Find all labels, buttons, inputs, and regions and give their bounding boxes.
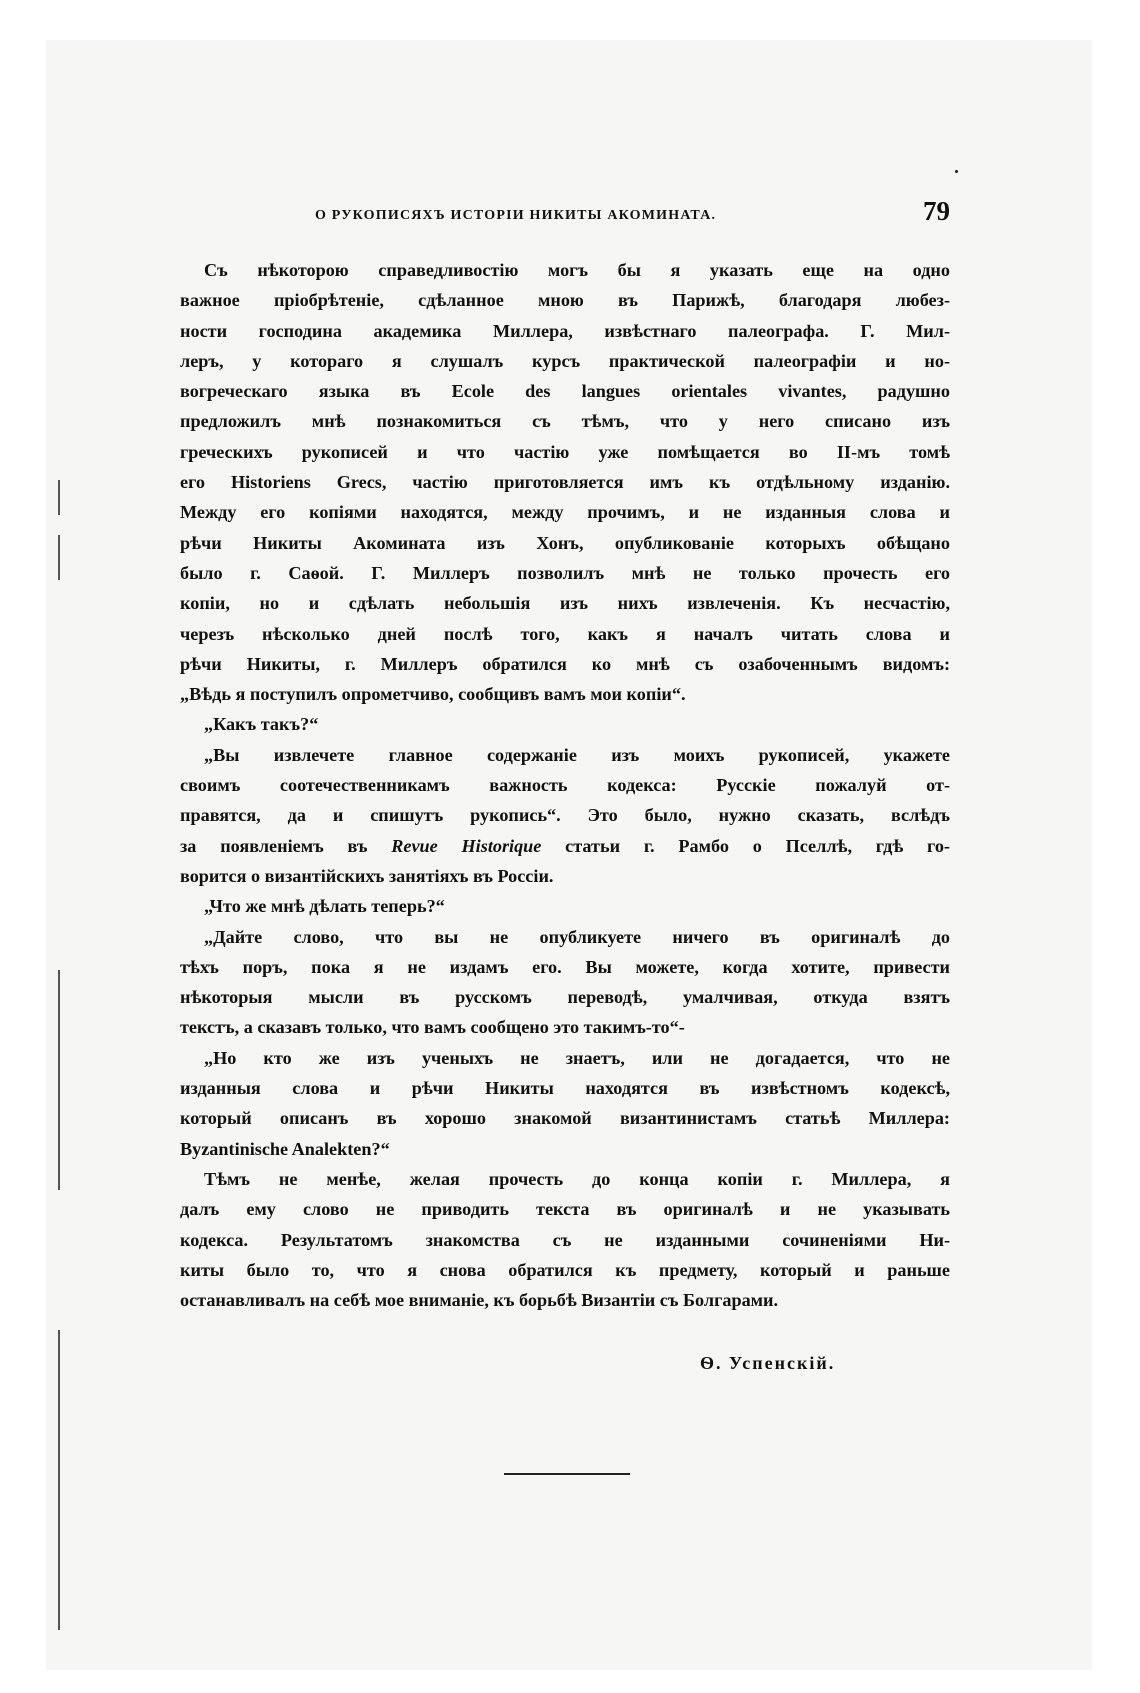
text-line: важное пріобрѣтеніе, сдѣланное мною въ Парижѣ, благодаря любез- xyxy=(180,290,950,311)
text-line: было г. Саѳой. Г. Миллеръ позволилъ мнѣ не только прочесть его xyxy=(180,562,950,583)
text-line: копіи, но и сдѣлать небольшія изъ нихъ извлеченія. Къ несчастію, xyxy=(180,593,950,614)
journal-title: Revue Historique xyxy=(391,835,542,856)
ink-dot xyxy=(955,170,958,173)
text-line: предложилъ мнѣ познакомиться съ тѣмъ, что у него списано изъ xyxy=(180,411,950,432)
text-line: ности господина академика Миллера, извѣстнаго палеографа. Г. Мил- xyxy=(180,320,950,341)
end-rule xyxy=(504,1473,630,1475)
page-edge-mark xyxy=(58,970,60,1190)
text-line: изданныя слова и рѣчи Никиты находятся въ извѣстномъ кодексѣ, xyxy=(180,1078,950,1099)
page-edge-mark xyxy=(58,1330,60,1630)
text-line: его Historiens Grecs, частію приготовляется имъ къ отдѣльному изданію. xyxy=(180,472,950,493)
text-line: „Что же мнѣ дѣлать теперь?“ xyxy=(204,896,445,917)
text-line: „Дайте слово, что вы не опубликуете ничего въ оригиналѣ до xyxy=(204,926,950,947)
text-fragment: статьи г. Рамбо о Пселлѣ, гдѣ го- xyxy=(565,835,950,856)
text-line: киты было то, что я снова обратился къ предмету, который и раньше xyxy=(180,1259,950,1280)
text-line: „Какъ такъ?“ xyxy=(204,714,319,735)
text-line: Съ нѣкоторою справедливостію могъ бы я указать еще на одно xyxy=(204,260,950,280)
running-title: О РУКОПИСЯХЪ ИСТОРІИ НИКИТЫ АКОМИНАТА. xyxy=(315,208,717,223)
text-line: Byzantinische Analekten?“ xyxy=(180,1138,390,1159)
author-signature: Ѳ. Успенскій. xyxy=(700,1353,836,1373)
text-line: леръ, у котораго я слушалъ курсъ практической палеографіи и но- xyxy=(180,350,950,371)
text-line: греческихъ рукописей и что частію уже помѣщается во II-мъ томѣ xyxy=(180,441,950,462)
text-line: далъ ему слово не приводить текста въ оригиналѣ и не указывать xyxy=(180,1199,950,1220)
text-line: черезъ нѣсколько дней послѣ того, какъ я началъ читать слова и xyxy=(180,623,950,644)
text-line: нѣкоторыя мысли въ русскомъ переводѣ, умалчивая, откуда взятъ xyxy=(180,987,950,1008)
text-line: текстъ, а сказавъ только, что вамъ сообщено это такимъ-то“- xyxy=(180,1017,685,1038)
text-line: который описанъ въ хорошо знакомой византинистамъ статьѣ Миллера: xyxy=(180,1108,950,1129)
text-line: рѣчи Никиты Акомината изъ Хонъ, опубликованіе которыхъ обѣщано xyxy=(180,532,950,553)
body-text xyxy=(180,255,950,1315)
text-line: тѣхъ поръ, пока я не издамъ его. Вы можете, когда хотите, привести xyxy=(180,956,950,977)
text-line: рѣчи Никиты, г. Миллеръ обратился ко мнѣ съ озабоченнымъ видомъ: xyxy=(180,653,950,674)
text-line: останавливалъ на себѣ мое вниманіе, къ борьбѣ Византіи съ Болгарами. xyxy=(180,1290,779,1311)
text-line: „Вѣдь я поступилъ опрометчиво, сообщивъ вамъ мои копіи“. xyxy=(180,684,686,705)
text-line: Между его копіями находятся, между прочимъ, и не изданныя слова и xyxy=(180,502,950,523)
text-line: своимъ соотечественникамъ важность кодекса: Русскіе пожалуй от- xyxy=(180,775,950,796)
text-line: кодекса. Результатомъ знакомства съ не изданными сочиненіями Ни- xyxy=(180,1229,950,1250)
text-line: „Вы извлечете главное содержаніе изъ моихъ рукописей, укажете xyxy=(204,744,950,765)
text-line: „Но кто же изъ ученыхъ не знаетъ, или не догадается, что не xyxy=(204,1047,950,1068)
text-line: ворится о византійскихъ занятіяхъ въ Россіи. xyxy=(180,865,554,886)
page-edge-mark xyxy=(58,480,60,515)
text-line xyxy=(180,831,950,861)
text-fragment: за появленіемъ въ xyxy=(180,835,368,856)
page-header xyxy=(180,196,950,232)
page-number: 79 xyxy=(923,196,950,226)
page-edge-mark xyxy=(58,535,60,580)
text-line: вогреческаго языка въ Ecole des langues orientales vivantes, радушно xyxy=(180,381,950,402)
text-line: Тѣмъ не менѣе, желая прочесть до конца копіи г. Миллера, я xyxy=(204,1168,950,1189)
text-line: правятся, да и спишутъ рукопись“. Это было, нужно сказать, вслѣдъ xyxy=(180,805,950,826)
